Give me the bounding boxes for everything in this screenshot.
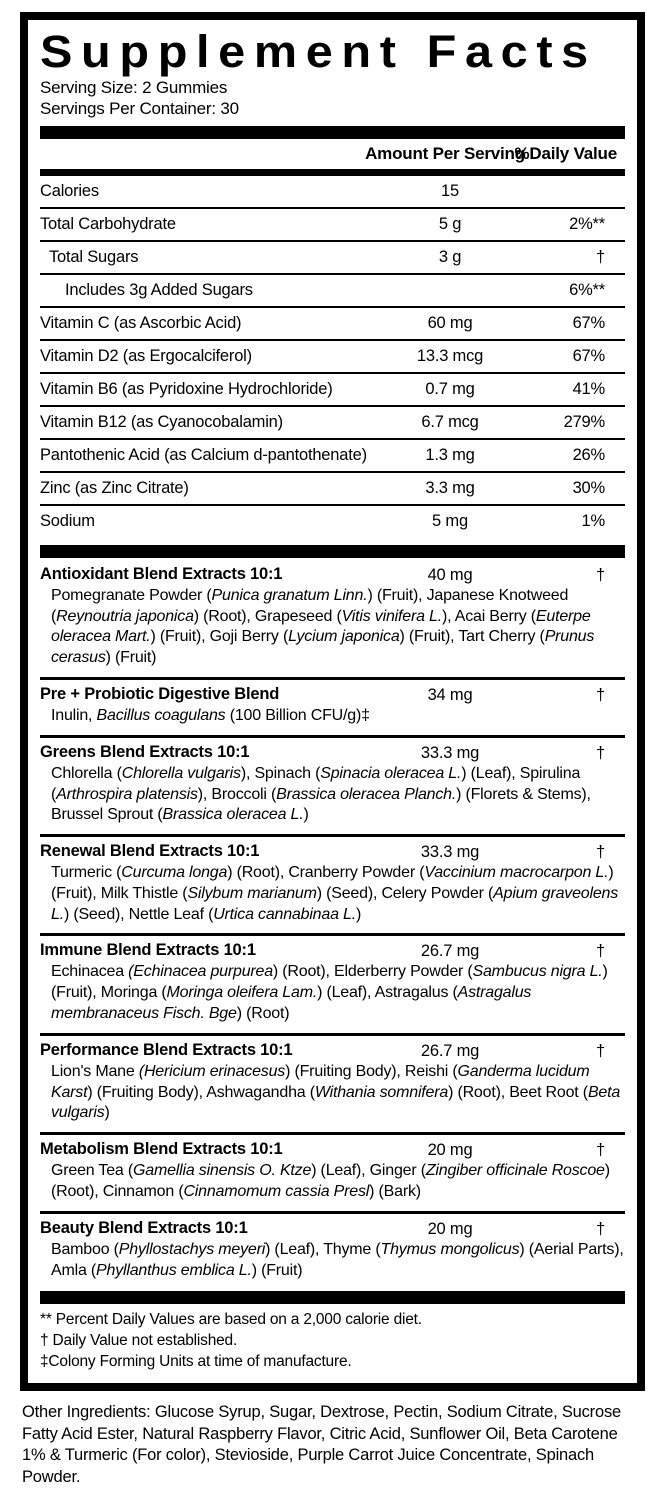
blend-row — [40, 837, 625, 936]
blend-name: Immune Blend Extracts 10:1 — [40, 941, 256, 960]
divider-thick-footnotes — [40, 1291, 625, 1304]
blend-ingredients: Chlorella (Chlorella vulgaris), Spinach (Spinacia oleracea L.) (Leaf), Spirulina (Arthrospira platensis), Broccoli (Brassica oleracea Planch.) (Florets & Stems), Brussel Sprout (Brassica oleracea L.) — [51, 764, 591, 824]
blend-row — [40, 680, 625, 738]
blend-daily-value: † — [596, 843, 605, 862]
nutrient-amount: 13.3 mcg — [416, 346, 484, 365]
blend-name: Pre + Probiotic Digestive Blend — [40, 684, 280, 703]
nutrient-amount: 0.7 mg — [425, 379, 475, 398]
blend-row — [40, 936, 625, 1035]
supplement-facts-panel — [20, 12, 645, 1391]
blend-amount: 33.3 mg — [420, 743, 480, 762]
nutrient-row — [40, 440, 625, 473]
blend-row — [40, 1135, 625, 1214]
nutrient-row — [40, 308, 625, 341]
blend-amount: 40 mg — [427, 565, 473, 584]
nutrient-amount: 3.3 mg — [425, 478, 475, 497]
blend-daily-value: † — [596, 685, 605, 704]
blend-ingredients: Lion's Mane (Hericium erinacesus) (Fruiting Body), Reishi (Ganderma lucidum Karst) (Fruiting Body), Ashwagandha (Withania somnifera) (Root), Beet Root (Beta vulgaris) — [51, 1062, 621, 1122]
nutrient-daily-value: 30% — [572, 478, 605, 497]
nutrient-amount: 6.7 mcg — [421, 412, 479, 431]
nutrient-row — [40, 407, 625, 440]
blend-daily-value: † — [596, 1141, 605, 1160]
nutrient-name: Total Sugars — [49, 247, 139, 266]
blend-row — [40, 738, 625, 837]
blend-ingredients: Bamboo (Phyllostachys meyeri) (Leaf), Thyme (Thymus mongolicus) (Aerial Parts), Amla (Phyllanthus emblica L.) (Fruit) — [51, 1240, 624, 1279]
nutrient-amount: 1.3 mg — [425, 445, 475, 464]
nutrient-amount: 5 g — [438, 214, 462, 233]
serving-size: Serving Size: 2 Gummies — [40, 78, 228, 98]
blend-amount: 26.7 mg — [420, 1041, 480, 1060]
nutrient-row — [40, 341, 625, 374]
nutrient-name: Includes 3g Added Sugars — [65, 280, 253, 299]
nutrient-amount: 3 g — [438, 247, 462, 266]
nutrient-name: Pantothenic Acid (as Calcium d-pantothenate) — [40, 445, 367, 464]
divider-thick-top — [40, 126, 625, 139]
blend-daily-value: † — [596, 565, 605, 584]
nutrient-name: Vitamin B6 (as Pyridoxine Hydrochloride) — [40, 379, 333, 398]
footnote-line: † Daily Value not established. — [40, 1332, 238, 1350]
blend-ingredients: Green Tea (Gamellia sinensis O. Ktze) (Leaf), Ginger (Zingiber officinale Roscoe) (Root), Cinnamon (Cinnamomum cassia Presl) (Bark) — [51, 1162, 610, 1201]
divider-thick-blends — [40, 545, 625, 558]
blend-name: Antioxidant Blend Extracts 10:1 — [40, 564, 283, 583]
nutrient-name: Total Carbohydrate — [40, 214, 176, 233]
blend-daily-value: † — [596, 942, 605, 961]
nutrient-name: Calories — [40, 181, 99, 200]
nutrient-daily-value: † — [596, 247, 605, 266]
nutrient-daily-value: 67% — [572, 313, 605, 332]
blend-amount: 20 mg — [427, 1141, 473, 1160]
nutrient-row — [40, 176, 625, 209]
blend-row — [40, 560, 625, 680]
nutrient-name: Sodium — [40, 511, 95, 530]
footnote-line: ** Percent Daily Values are based on a 2,000 calorie diet. — [40, 1311, 422, 1329]
blend-name: Greens Blend Extracts 10:1 — [40, 742, 250, 761]
nutrient-daily-value: 6%** — [569, 280, 605, 299]
amount-column-header: Amount Per Serving — [365, 143, 525, 163]
blend-name: Renewal Blend Extracts 10:1 — [40, 842, 260, 861]
nutrient-name: Vitamin B12 (as Cyanocobalamin) — [40, 412, 283, 431]
panel-title: Supplement Facts — [40, 26, 597, 77]
nutrient-rows — [40, 176, 625, 537]
blend-daily-value: † — [596, 743, 605, 762]
footnotes — [40, 1304, 625, 1376]
nutrient-name: Vitamin C (as Ascorbic Acid) — [40, 313, 242, 332]
blend-name: Beauty Blend Extracts 10:1 — [40, 1218, 248, 1237]
blend-amount: 34 mg — [427, 685, 473, 704]
other-ingredients: Other Ingredients: Glucose Syrup, Sugar, Dextrose, Pectin, Sodium Citrate, Sucrose Fatty Acid Ester, Natural Raspberry Flavor, Citric Acid, Sunflower Oil, Beta Carotene 1% & Turmeric (For color), Stevioside, Purple Carrot Juice Concentrate, Spinach Powder. — [22, 1402, 621, 1487]
nutrient-amount: 15 — [441, 181, 459, 200]
blend-row — [40, 1214, 625, 1290]
blend-daily-value: † — [596, 1041, 605, 1060]
blend-amount: 33.3 mg — [420, 843, 480, 862]
nutrient-amount: 5 mg — [432, 511, 468, 530]
nutrient-row — [40, 374, 625, 407]
nutrient-row — [40, 506, 625, 537]
blend-row — [40, 1036, 625, 1135]
daily-value-column-header: %Daily Value — [514, 143, 617, 163]
nutrient-daily-value: 41% — [572, 379, 605, 398]
nutrient-daily-value: 26% — [572, 445, 605, 464]
nutrient-row — [40, 242, 625, 275]
blend-name: Metabolism Blend Extracts 10:1 — [40, 1140, 283, 1159]
blend-name: Performance Blend Extracts 10:1 — [40, 1040, 293, 1059]
nutrient-row — [40, 473, 625, 506]
blend-ingredients: Turmeric (Curcuma longa) (Root), Cranberry Powder (Vaccinium macrocarpon L.) (Fruit), Milk Thistle (Silybum marianum) (Seed), Celery Powder (Apium graveolens L.) (Seed), Nettle Leaf (Urtica cannabinaa L.) — [51, 864, 619, 923]
divider-below-header — [40, 169, 625, 176]
nutrient-name: Zinc (as Zinc Citrate) — [40, 478, 189, 497]
nutrient-daily-value: 67% — [572, 346, 605, 365]
nutrient-row — [40, 275, 625, 308]
nutrient-name: Vitamin D2 (as Ergocalciferol) — [40, 346, 252, 365]
blend-ingredients: Pomegranate Powder (Punica granatum Linn.) (Fruit), Japanese Knotweed (Reynoutria japonica) (Root), Grapeseed (Vitis vinifera L.), Acai Berry (Euterpe oleracea Mart.) (Fruit), Goji Berry (Lycium japonica) (Fruit), Tart Cherry (Prunus cerasus) (Fruit) — [51, 586, 595, 667]
nutrient-daily-value: 2%** — [569, 214, 605, 233]
blend-rows — [40, 560, 625, 1290]
blend-ingredients: Inulin, Bacillus coagulans (100 Billion CFU/g)‡ — [51, 706, 370, 724]
blend-ingredients: Echinacea (Echinacea purpurea) (Root), Elderberry Powder (Sambucus nigra L.) (Fruit), Moringa (Moringa oleifera Lam.) (Leaf), Astragalus (Astragalus membranaceus Fisch. Bge) (Root) — [51, 963, 608, 1023]
servings-per-container: Servings Per Container: 30 — [40, 98, 239, 118]
nutrient-row — [40, 209, 625, 242]
nutrient-amount: 60 mg — [427, 313, 473, 332]
blend-amount: 20 mg — [427, 1219, 473, 1238]
blend-daily-value: † — [596, 1219, 605, 1238]
nutrient-daily-value: 1% — [581, 511, 605, 530]
footnote-line: ‡Colony Forming Units at time of manufacture. — [40, 1352, 352, 1370]
blend-amount: 26.7 mg — [420, 942, 480, 961]
nutrient-daily-value: 279% — [563, 412, 605, 431]
column-header-row — [40, 139, 625, 169]
